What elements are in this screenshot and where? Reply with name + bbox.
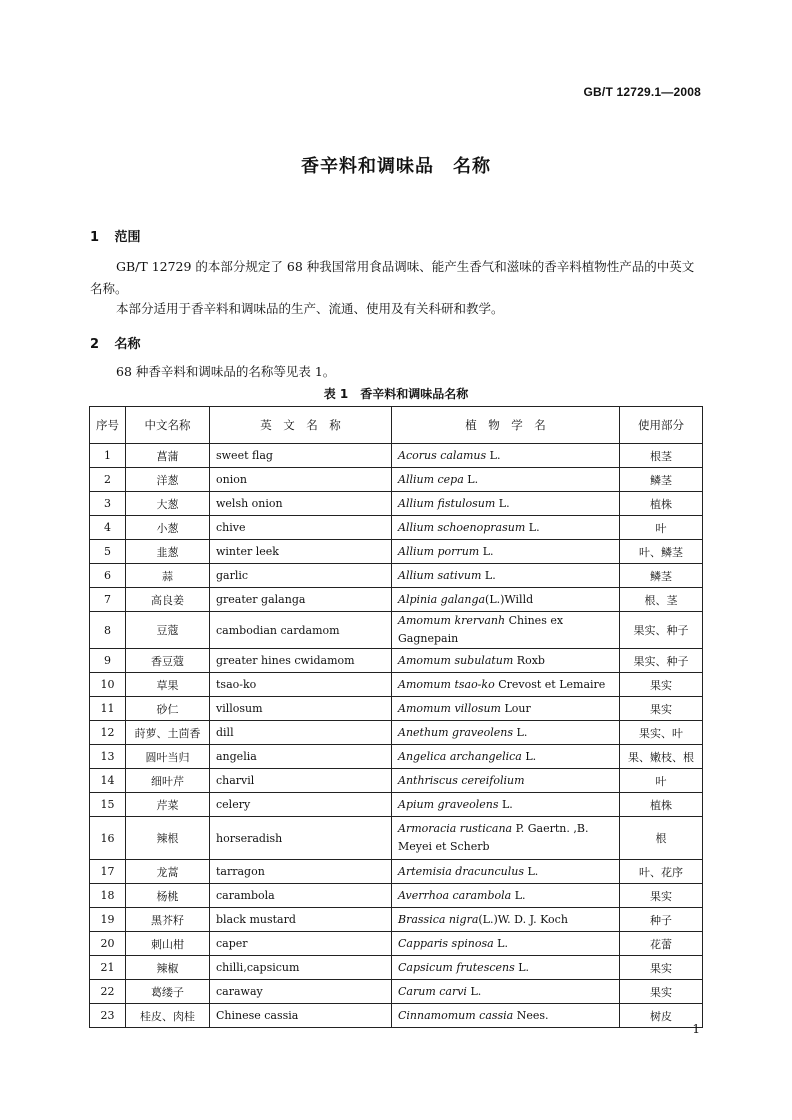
row-english-name: villosum [210, 697, 392, 721]
row-english-name: chilli,capsicum [210, 956, 392, 980]
row-botanical-name [392, 540, 620, 564]
row-english-name: carambola [210, 884, 392, 908]
row-chinese-name: 韭葱 [126, 540, 210, 564]
row-chinese-name: 黑芥籽 [126, 908, 210, 932]
row-chinese-name: 刺山柑 [126, 932, 210, 956]
table-row [90, 860, 703, 884]
row-index: 11 [90, 697, 126, 721]
row-botanical-name [392, 673, 620, 697]
row-part-used: 种子 [620, 908, 703, 932]
section-1-paragraph-1 [90, 256, 702, 300]
row-botanical-name [392, 980, 620, 1004]
author-citation: (L.)W. D. J. Koch [478, 912, 568, 926]
row-part-used: 植株 [620, 793, 703, 817]
row-botanical-name [392, 769, 620, 793]
row-english-name: garlic [210, 564, 392, 588]
botanical-name [398, 865, 538, 878]
author-citation: L. [511, 888, 526, 902]
section-1-number: 1 [90, 230, 100, 245]
row-part-used: 鳞茎 [620, 564, 703, 588]
row-botanical-name [392, 588, 620, 612]
botanical-name [398, 497, 510, 510]
scientific-name: Apium graveolens [398, 797, 499, 811]
botanical-name [398, 889, 526, 902]
section-1-paragraph-2 [90, 298, 702, 320]
row-english-name: winter leek [210, 540, 392, 564]
scientific-name: Averrhoa carambola [398, 888, 512, 902]
section-1-title: 范围 [114, 230, 141, 245]
row-index: 5 [90, 540, 126, 564]
row-index: 21 [90, 956, 126, 980]
row-english-name: greater hines cwidamom [210, 649, 392, 673]
row-index: 2 [90, 468, 126, 492]
row-index: 6 [90, 564, 126, 588]
row-english-name: Chinese cassia [210, 1004, 392, 1028]
row-botanical-name [392, 444, 620, 468]
row-chinese-name: 桂皮、肉桂 [126, 1004, 210, 1028]
row-english-name: tarragon [210, 860, 392, 884]
row-english-name: onion [210, 468, 392, 492]
botanical-name [398, 774, 525, 787]
row-part-used: 叶 [620, 769, 703, 793]
table-row [90, 817, 703, 860]
botanical-name [398, 593, 533, 606]
row-english-name: black mustard [210, 908, 392, 932]
page-number: 1 [692, 1022, 700, 1036]
author-citation: P. Gaertn. ,B. Meyei et Scherb [398, 822, 589, 853]
scientific-name: Artemisia dracunculus [398, 864, 524, 878]
section-2-paragraph-1-text: 68 种香辛料和调味品的名称等见表 1。 [116, 364, 336, 379]
header-chinese-name: 中文名称 [126, 407, 210, 444]
row-part-used: 鳞茎 [620, 468, 703, 492]
row-index: 1 [90, 444, 126, 468]
scientific-name: Allium fistulosum [398, 496, 496, 510]
scientific-name: Allium schoenoprasum [398, 520, 526, 534]
botanical-name [398, 726, 527, 739]
row-part-used: 果实 [620, 673, 703, 697]
row-chinese-name: 圆叶当归 [126, 745, 210, 769]
author-citation: Chines ex Gagnepain [398, 614, 564, 645]
row-part-used: 果实 [620, 980, 703, 1004]
row-chinese-name: 蒜 [126, 564, 210, 588]
row-index: 7 [90, 588, 126, 612]
row-botanical-name [392, 817, 620, 860]
section-1-paragraph-1-text: GB/T 12729 的本部分规定了 68 种我国常用食品调味、能产生香气和滋味的香辛料植物性产品的中英文名称。 [90, 259, 695, 296]
scientific-name: Armoracia rusticana [398, 822, 513, 835]
scientific-name: Acorus calamus [398, 448, 487, 462]
row-botanical-name [392, 884, 620, 908]
scientific-name: Brassica nigra [398, 912, 479, 926]
row-part-used: 果实 [620, 884, 703, 908]
header-botanical-name: 植 物 学 名 [392, 407, 620, 444]
table-row [90, 745, 703, 769]
row-part-used: 叶、花序 [620, 860, 703, 884]
author-citation: L. [493, 936, 508, 950]
row-botanical-name [392, 492, 620, 516]
row-index: 16 [90, 817, 126, 860]
section-2-heading [90, 333, 141, 352]
table-caption: 表 1 香辛料和调味品名称 [323, 387, 469, 401]
row-part-used: 根 [620, 817, 703, 860]
row-index: 12 [90, 721, 126, 745]
row-part-used: 树皮 [620, 1004, 703, 1028]
botanical-name [398, 449, 500, 462]
row-botanical-name [392, 860, 620, 884]
row-part-used: 花蕾 [620, 932, 703, 956]
spice-names-table [89, 406, 703, 1028]
row-part-used: 果、嫩枝、根 [620, 745, 703, 769]
row-part-used: 果实 [620, 697, 703, 721]
author-citation: L. [514, 960, 530, 974]
row-part-used: 植株 [620, 492, 703, 516]
row-english-name: celery [210, 793, 392, 817]
row-part-used: 果实、叶 [620, 721, 703, 745]
botanical-name [398, 521, 540, 534]
table-row [90, 444, 703, 468]
author-citation: L. [513, 725, 528, 739]
botanical-name [398, 750, 536, 763]
table-row [90, 932, 703, 956]
row-index: 22 [90, 980, 126, 1004]
author-citation: Nees. [513, 1008, 549, 1022]
row-chinese-name: 辣椒 [126, 956, 210, 980]
scientific-name: Carum carvi [398, 984, 467, 998]
row-english-name: horseradish [210, 817, 392, 860]
section-2-paragraph-1 [90, 361, 702, 383]
table-row [90, 697, 703, 721]
scientific-name: Alpinia galanga [398, 592, 486, 606]
row-index: 18 [90, 884, 126, 908]
botanical-name [398, 614, 563, 645]
table-row [90, 769, 703, 793]
table-row [90, 721, 703, 745]
scientific-name: Anthriscus cereifolium [398, 773, 525, 787]
row-chinese-name: 葛缕子 [126, 980, 210, 1004]
author-citation: L. [479, 544, 494, 558]
row-chinese-name: 芹菜 [126, 793, 210, 817]
table-row [90, 884, 703, 908]
table-row [90, 540, 703, 564]
row-index: 3 [90, 492, 126, 516]
row-chinese-name: 菖蒲 [126, 444, 210, 468]
row-botanical-name [392, 468, 620, 492]
scientific-name: Amomum villosum [398, 701, 501, 715]
author-citation: L. [495, 496, 510, 510]
row-chinese-name: 杨桃 [126, 884, 210, 908]
header-index: 序号 [90, 407, 126, 444]
row-chinese-name: 豆蔻 [126, 612, 210, 649]
row-index: 13 [90, 745, 126, 769]
row-english-name: dill [210, 721, 392, 745]
row-botanical-name [392, 516, 620, 540]
row-english-name: caraway [210, 980, 392, 1004]
scientific-name: Cinnamomum cassia [398, 1008, 514, 1022]
table-row [90, 588, 703, 612]
author-citation: L. [521, 749, 537, 763]
scientific-name: Anethum graveolens [398, 725, 514, 739]
botanical-name [398, 798, 513, 811]
scientific-name: Amomum subulatum [398, 653, 514, 667]
table-row [90, 908, 703, 932]
row-index: 19 [90, 908, 126, 932]
scientific-name: Angelica archangelica [398, 749, 522, 763]
author-citation: L. [486, 448, 501, 462]
row-index: 14 [90, 769, 126, 793]
row-chinese-name: 香豆蔻 [126, 649, 210, 673]
row-part-used: 叶、鳞茎 [620, 540, 703, 564]
row-chinese-name: 高良姜 [126, 588, 210, 612]
scientific-name: Allium porrum [398, 544, 480, 558]
row-botanical-name [392, 745, 620, 769]
row-chinese-name: 莳萝、土茴香 [126, 721, 210, 745]
table-row [90, 980, 703, 1004]
table-row [90, 673, 703, 697]
author-citation: Roxb [513, 653, 545, 667]
row-chinese-name: 砂仁 [126, 697, 210, 721]
row-english-name: tsao-ko [210, 673, 392, 697]
scientific-name: Amomum krervanh [398, 614, 506, 627]
header-part-used: 使用部分 [620, 407, 703, 444]
scientific-name: Capsicum frutescens [398, 960, 515, 974]
author-citation: Crevost et Lemaire [494, 677, 606, 691]
row-chinese-name: 小葱 [126, 516, 210, 540]
author-citation: Lour [501, 701, 531, 715]
botanical-name [398, 545, 494, 558]
table-row [90, 564, 703, 588]
botanical-name [398, 985, 481, 998]
row-part-used: 果实、种子 [620, 612, 703, 649]
row-english-name: angelia [210, 745, 392, 769]
row-botanical-name [392, 1004, 620, 1028]
standard-code: GB/T 12729.1—2008 [583, 85, 701, 99]
row-botanical-name [392, 697, 620, 721]
table-row [90, 468, 703, 492]
row-index: 8 [90, 612, 126, 649]
row-index: 15 [90, 793, 126, 817]
botanical-name [398, 822, 588, 853]
scientific-name: Capparis spinosa [398, 936, 494, 950]
botanical-name [398, 913, 568, 926]
header-english-name: 英 文 名 称 [210, 407, 392, 444]
row-chinese-name: 细叶芹 [126, 769, 210, 793]
author-citation: (L.)Willd [485, 592, 534, 606]
section-2-title: 名称 [114, 337, 141, 352]
botanical-name [398, 473, 478, 486]
row-index: 4 [90, 516, 126, 540]
scientific-name: Allium cepa [398, 472, 464, 486]
row-english-name: greater galanga [210, 588, 392, 612]
scientific-name: Allium sativum [398, 568, 482, 582]
row-part-used: 叶 [620, 516, 703, 540]
row-chinese-name: 大葱 [126, 492, 210, 516]
table-row [90, 649, 703, 673]
botanical-name [398, 702, 531, 715]
row-botanical-name [392, 932, 620, 956]
row-english-name: sweet flag [210, 444, 392, 468]
row-botanical-name [392, 612, 620, 649]
botanical-name [398, 961, 529, 974]
row-index: 9 [90, 649, 126, 673]
row-part-used: 根、茎 [620, 588, 703, 612]
botanical-name [398, 1009, 549, 1022]
row-part-used: 果实 [620, 956, 703, 980]
row-english-name: caper [210, 932, 392, 956]
table-body [90, 444, 703, 1028]
section-1-heading [90, 226, 141, 245]
section-2-number: 2 [90, 337, 100, 352]
row-english-name: cambodian cardamom [210, 612, 392, 649]
row-botanical-name [392, 793, 620, 817]
row-part-used: 根茎 [620, 444, 703, 468]
table-row [90, 1004, 703, 1028]
botanical-name [398, 569, 496, 582]
row-chinese-name: 龙蒿 [126, 860, 210, 884]
author-citation: L. [498, 797, 513, 811]
table-row [90, 956, 703, 980]
row-index: 23 [90, 1004, 126, 1028]
table-header-row [90, 407, 703, 444]
botanical-name [398, 678, 605, 691]
row-botanical-name [392, 721, 620, 745]
row-chinese-name: 洋葱 [126, 468, 210, 492]
table-row [90, 793, 703, 817]
document-title: 香辛料和调味品 名称 [301, 156, 491, 177]
author-citation: L. [525, 520, 540, 534]
row-chinese-name: 草果 [126, 673, 210, 697]
section-1-paragraph-2-text: 本部分适用于香辛料和调味品的生产、流通、使用及有关科研和教学。 [116, 301, 504, 316]
table-row [90, 492, 703, 516]
row-part-used: 果实、种子 [620, 649, 703, 673]
row-index: 20 [90, 932, 126, 956]
author-citation: L. [463, 472, 479, 486]
row-botanical-name [392, 564, 620, 588]
row-botanical-name [392, 649, 620, 673]
row-english-name: charvil [210, 769, 392, 793]
author-citation: L. [481, 568, 496, 582]
scientific-name: Amomum tsao-ko [398, 677, 495, 691]
table-row [90, 612, 703, 649]
row-chinese-name: 辣根 [126, 817, 210, 860]
table-row [90, 516, 703, 540]
author-citation: L. [523, 864, 539, 878]
row-english-name: welsh onion [210, 492, 392, 516]
row-botanical-name [392, 956, 620, 980]
botanical-name [398, 937, 508, 950]
author-citation: L. [466, 984, 482, 998]
row-index: 10 [90, 673, 126, 697]
row-index: 17 [90, 860, 126, 884]
row-botanical-name [392, 908, 620, 932]
botanical-name [398, 654, 545, 667]
row-english-name: chive [210, 516, 392, 540]
